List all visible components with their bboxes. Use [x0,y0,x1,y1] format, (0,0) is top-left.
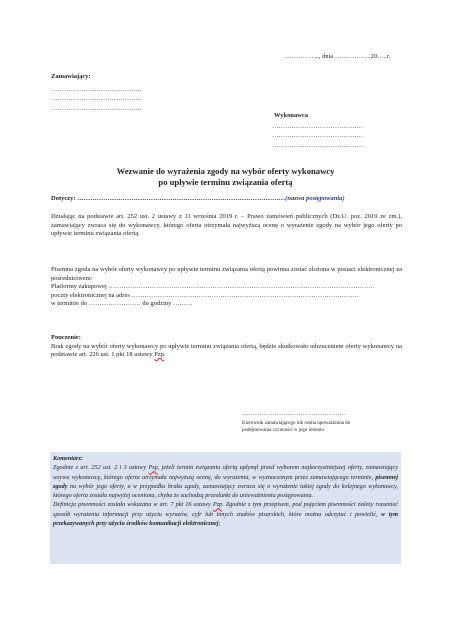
comment-emphasis: pisemnej zgody [53,473,398,490]
zamawiajacy-line: …………………………………… [51,104,142,112]
zamawiajacy-line: …………………………………… [51,95,142,103]
comment-paragraph-2 [53,500,398,528]
dotyczy-line [51,195,402,204]
pouczenie-text-main: Brak zgody na wybór oferty wykonawcy po upływie terminu związania ofertą, będzie skutkowało odrzuceniem oferty wykonawcy na podstawie art. 226 ust. 1 pkt 18 ustawy [51,342,402,359]
wykonawca-block [272,112,402,150]
pouczenie-text-end: . [164,351,166,359]
document-title [50,166,401,188]
deadline-line: w terminie do …………………… do godziny ……… [51,300,193,308]
comment-text: , jeżeli termin związania ofertą upłynął przed wyborem najkorzystniejszej oferty, zamawiający wzywa wykonawcę, którego oferta otrzymała najwyższą ocenę, do wyrażenia, w wyznaczonym przez zamawiającego terminie, [53,464,398,481]
comment-paragraph-1 [53,463,398,500]
date-label: , dnia [318,53,335,60]
wykonawca-line: …………………………………… [272,141,363,149]
pouczenie-block [51,334,402,360]
submission-paragraph [51,266,402,309]
dotyczy-dots: …………………………………………………………………………………… [77,195,286,202]
procedure-name-placeholder: nazwa postępowania [287,195,343,202]
wykonawca-label: Wykonawca [274,112,309,119]
legal-basis-paragraph: Działając na podstawie art. 252 ust. 2 ustawy z 11 września 2019 r. – Prawo zamówień publicznych (Dz.U. poz. 2019 ze zm.), zamawiający zwraca się do wykonawcy, którego oferta otrzymała najwyższą ocenę o wyrażenie zgody na wybór jego oferty po upływie terminu związania ofertą. [51,213,402,238]
comment-text: Zgodnie z art. 252 ust. 2 i 3 ustawy [53,464,149,472]
comment-box [50,452,401,564]
paren-close: ) [342,195,345,202]
place-placeholder: …………….. [283,53,319,60]
signature-caption-2: podejmowania czynności w jego imieniu [242,427,324,433]
paren-open: ( [285,195,288,202]
pzp-abbrev: Pzp [154,351,165,359]
pouczenie-text [51,343,402,360]
wykonawca-line: …………………………………… [272,132,363,140]
comment-text: . Zgodnie z tym przepisem, pod pojęciem pisemności należy rozumieć sposób wyrażenia informacji przy użyciu wyrazów, cyfr lub innych znaków pisarskich, które można odczytać i powielić, [53,501,398,518]
pzp-abbrev: Pzp [148,464,158,472]
signature-line: ………………………………………… [242,410,346,417]
submission-intro: Pisemna zgoda na wybór oferty wykonawcy po upływie terminu związania ofertą powinna zostać złożona w postaci elektronicznej za pośrednictwem: [51,266,402,282]
dotyczy-label: Dotyczy: [51,195,78,202]
zamawiajacy-label: Zamawiający: [51,73,91,80]
comment-text: ; [218,520,221,528]
pouczenie-label: Pouczenie: [51,334,81,341]
comment-emphasis: w tym przekazywanych przy użyciu środków komunikacji elektronicznej [53,510,399,528]
comment-text: na wybór jego oferty, a w przypadku braku zgody, zamawiający zwraca się o wyrażenie takiej zgody do kolejnego wykonawcy, którego oferta została najwyżej oceniona, chyba że zachodzą przesłanki do unieważnienia postępowania. [53,482,398,500]
title-line-1: Wezwanie do wyrażenia zgody na wybór oferty wykonawcy [116,166,335,176]
zamawiajacy-block [51,73,171,113]
zamawiajacy-line: …………………………………… [51,85,142,93]
wykonawca-line: …………………………………… [272,122,363,130]
date-line [283,53,390,62]
comment-content [50,452,401,528]
year-placeholder: 20….. [370,53,387,60]
pzp-abbrev: Pzp [212,501,223,509]
platform-line: Platformy zakupowej …………………………………………………………………………………………………………… [51,283,375,291]
signature-block [242,410,407,434]
email-line: poczty elektronicznej na adres …………………………………………………………………………………………… [51,291,359,299]
comment-text: Definicja pisemności została wskazana w art. 7 pkt 16 ustawy [53,501,213,509]
title-line-2: po upływie terminu związania ofertą [158,177,293,187]
day-placeholder: …………….. [334,53,371,60]
comment-label: Komentarz: [53,455,83,462]
signature-caption-1: Kierownik zamawiającego lub osoba upoważniona do [242,420,351,426]
year-suffix: r. [386,53,391,60]
